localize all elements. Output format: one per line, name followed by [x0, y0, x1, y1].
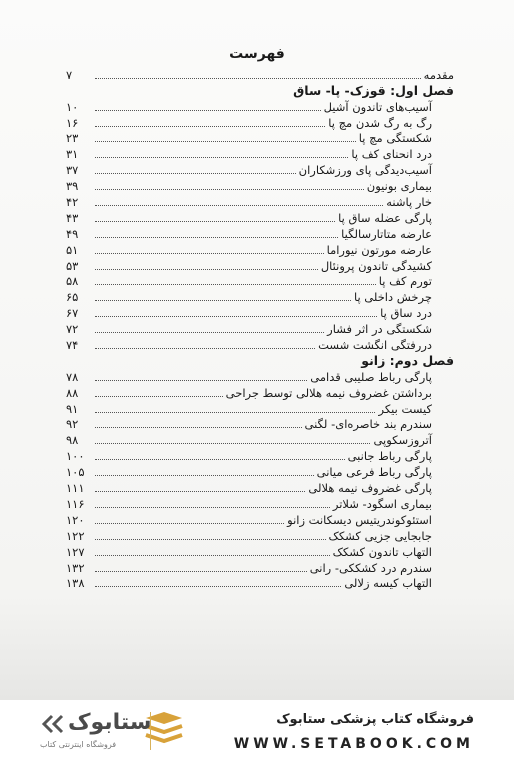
entry-label: التهاب کیسه زلالی — [344, 576, 432, 591]
entry-label: خار پاشنه — [386, 195, 432, 210]
entry-label: رگ به رگ شدن مچ پا — [328, 115, 432, 130]
entry-page-number: ۱۶ — [66, 115, 79, 130]
dot-leader — [95, 284, 376, 285]
dot-leader — [95, 300, 351, 301]
toc-entry — [66, 98, 454, 114]
entry-label: استئوکوندریتیس دیسکانت زانو — [287, 512, 432, 527]
entry-label: عارضه مورتون نیوراما — [326, 242, 432, 257]
dot-leader — [95, 237, 338, 238]
entry-page-number: ۵۱ — [66, 242, 79, 257]
toc-entry — [66, 479, 454, 495]
dot-leader — [95, 539, 326, 540]
toc-entry — [66, 575, 454, 591]
toc-entry — [66, 320, 454, 336]
toc-entry — [66, 209, 454, 225]
entry-label: پارگی رباط جانبی — [347, 449, 432, 464]
toc-entry — [66, 161, 454, 177]
entry-page-number: ۷۲ — [66, 322, 79, 337]
store-name: فروشگاه کتاب پزشکی ستابوک — [276, 712, 474, 727]
entry-label: مقدمه — [423, 67, 454, 82]
entry-label: بیماری اسگود- شلاتر — [332, 496, 432, 511]
toc-entry — [66, 225, 454, 241]
toc-entry — [66, 416, 454, 432]
entry-page-number: ۳۱ — [66, 147, 79, 162]
toc-entry — [66, 241, 454, 257]
dot-leader — [95, 316, 377, 317]
toc-entry — [66, 273, 454, 289]
toc-entry — [66, 384, 454, 400]
entry-page-number: ۷۴ — [66, 338, 79, 353]
entry-page-number: ۳۹ — [66, 179, 79, 194]
store-url[interactable]: WWW.SETABOOK.COM — [233, 736, 474, 752]
entry-label: تورم کف پا — [378, 274, 432, 289]
entry-page-number: ۱۰۰ — [66, 449, 85, 464]
toc-entry — [66, 431, 454, 447]
entry-label: پارگی رباط فرعی میانی — [316, 465, 432, 480]
entry-page-number: ۴۳ — [66, 210, 79, 225]
entry-label: بیماری بونیون — [366, 179, 432, 194]
entry-label: جابجایی جزیی کشکک — [328, 528, 432, 543]
dot-leader — [95, 571, 307, 572]
entry-page-number: ۱۲۷ — [66, 544, 85, 559]
chevrons-icon — [40, 712, 66, 736]
dot-leader — [95, 475, 314, 476]
entry-page-number: ۱۱۱ — [66, 481, 85, 496]
entry-label: آسیب‌های تاندون آشیل — [323, 99, 432, 114]
entry-label: برداشتن غضروف نیمه هلالی توسط جراحی — [225, 385, 432, 400]
dot-leader — [95, 459, 345, 460]
toc-entry — [66, 336, 454, 352]
dot-leader — [95, 427, 302, 428]
entry-label: التهاب تاندون کشکک — [332, 544, 432, 559]
entry-page-number: ۹۲ — [66, 417, 79, 432]
entry-page-number: ۵۳ — [66, 258, 79, 273]
entry-page-number: ۴۲ — [66, 195, 79, 210]
dot-leader — [95, 380, 307, 381]
entry-label: کیست بیکر — [378, 401, 432, 416]
dot-leader — [95, 332, 324, 333]
page-title: فهرست — [229, 46, 285, 62]
dot-leader — [95, 221, 335, 222]
toc-entry — [66, 193, 454, 209]
entry-page-number: ۳۷ — [66, 163, 79, 178]
entry-label: کشیدگی تاندون پرونئال — [320, 258, 432, 273]
entry-label: سندرم درد کشککی- رانی — [309, 560, 432, 575]
entry-label: آتروزسکوپی — [373, 433, 432, 448]
dot-leader — [95, 348, 315, 349]
toc-entry — [66, 447, 454, 463]
toc-entry — [66, 368, 454, 384]
entry-page-number: ۵۸ — [66, 274, 79, 289]
store-footer — [0, 700, 514, 762]
toc-entry — [66, 559, 454, 575]
entry-page-number: ۴۹ — [66, 226, 79, 241]
dot-leader — [95, 126, 325, 127]
dot-leader — [95, 586, 341, 587]
dot-leader — [95, 443, 370, 444]
dot-leader — [95, 78, 421, 79]
entry-label: درد ساق پا — [380, 306, 432, 321]
dot-leader — [95, 141, 356, 142]
entry-page-number: ۷۸ — [66, 369, 79, 384]
toc-entry — [66, 495, 454, 511]
dot-leader — [95, 491, 305, 492]
entry-page-number: ۱۰ — [66, 99, 79, 114]
entry-page-number: ۹۱ — [66, 401, 79, 416]
table-of-contents — [66, 66, 454, 590]
toc-entry — [66, 304, 454, 320]
dot-leader — [95, 173, 296, 174]
dot-leader — [95, 555, 330, 556]
entry-page-number: ۱۲۰ — [66, 512, 85, 527]
dot-leader — [95, 412, 375, 413]
dot-leader — [95, 253, 324, 254]
dot-leader — [95, 110, 321, 111]
dot-leader — [95, 269, 318, 270]
chapter-heading — [66, 352, 454, 368]
store-logo — [40, 708, 180, 756]
toc-entry — [66, 400, 454, 416]
toc-entry — [66, 527, 454, 543]
entry-label: سندرم بند خاصره‌ای- لگنی — [304, 417, 432, 432]
entry-page-number: ۱۳۲ — [66, 560, 85, 575]
toc-entry — [66, 145, 454, 161]
entry-page-number: ۱۲۲ — [66, 528, 85, 543]
toc-entry — [66, 288, 454, 304]
toc-entry — [66, 66, 454, 82]
dot-leader — [95, 189, 364, 190]
chapter-heading — [66, 82, 454, 98]
dot-leader — [95, 523, 284, 524]
toc-entry — [66, 463, 454, 479]
entry-label: پارگی رباط صلیبی قدامی — [310, 369, 432, 384]
entry-label: چرخش داخلی پا — [353, 290, 432, 305]
entry-label: شکستگی مچ پا — [358, 131, 432, 146]
entry-label: عارضه متاتارسالگیا — [341, 226, 432, 241]
dot-leader — [95, 205, 383, 206]
toc-entry — [66, 511, 454, 527]
entry-label: پارگی عضله ساق پا — [338, 210, 432, 225]
toc-entry — [66, 114, 454, 130]
logo-tagline: فروشگاه اینترنتی کتاب — [40, 740, 117, 749]
entry-label: درد انحنای کف پا — [351, 147, 432, 162]
entry-label: پارگی غضروف نیمه هلالی — [308, 481, 432, 496]
entry-label: فصل اول: قوزک- پا- ساق — [293, 82, 454, 98]
entry-page-number: ۹۸ — [66, 433, 79, 448]
entry-page-number: ۶۵ — [66, 290, 79, 305]
entry-page-number: ۱۰۵ — [66, 465, 85, 480]
entry-label: شکستگی در اثر فشار — [327, 322, 432, 337]
toc-entry — [66, 257, 454, 273]
entry-label: دررفتگی انگشت شست — [318, 338, 432, 353]
entry-page-number: ۱۱۶ — [66, 496, 85, 511]
entry-label: فصل دوم: زانو — [361, 352, 454, 368]
dot-leader — [95, 507, 330, 508]
toc-entry — [66, 543, 454, 559]
dot-leader — [95, 157, 348, 158]
toc-entry — [66, 130, 454, 146]
entry-page-number: ۲۳ — [66, 131, 79, 146]
logo-word: ستابوک — [68, 710, 152, 735]
entry-page-number: ۸۸ — [66, 385, 79, 400]
entry-page-number: ۱۳۸ — [66, 576, 85, 591]
entry-label: آسیب‌دیدگی پای ورزشکاران — [298, 163, 432, 178]
entry-page-number: ۶۷ — [66, 306, 79, 321]
toc-entry — [66, 177, 454, 193]
dot-leader — [95, 396, 223, 397]
entry-page-number: ۷ — [66, 67, 73, 82]
